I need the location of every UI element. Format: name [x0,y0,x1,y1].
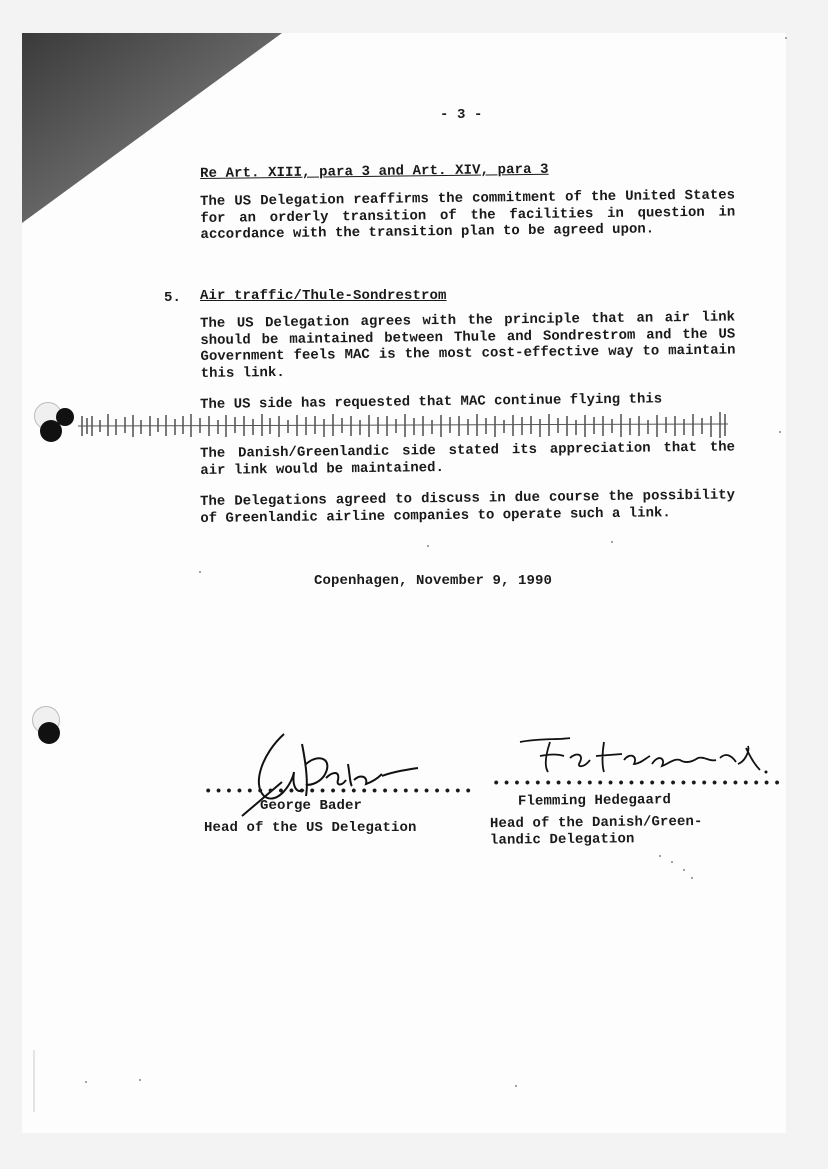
item-paragraph-2: The US side has requested that MAC continue flying this [200,391,663,413]
item-paragraph-4: The Delegations agreed to discuss in due course the possibility of Greenlandic airline companies to operate such a link. [200,487,736,527]
section-paragraph: The US Delegation reaffirms the commitment of the United States for an orderly transition of the facilities in question in accordance with the transition plan to be agreed upon. [200,187,736,243]
signature-line-left: •••••••••••••••••••••••••• [204,784,475,800]
item-number: 5. [164,290,182,306]
signature-line-right: •••••••••••••••••••••••••••• [492,776,784,792]
page-number: - 3 - [440,107,483,123]
section-heading: Re Art. XIII, para 3 and Art. XIV, para 3 [200,161,549,182]
item-heading: Air traffic/Thule-Sondrestrom [200,288,447,304]
signatory-right-title-line2: landic Delegation [489,831,635,849]
signatory-left-title: Head of the US Delegation [204,820,417,836]
item-paragraph-1: The US Delegation agrees with the principle that an air link should be maintained between Thule and Sondrestrom and the US Government feels MAC is the most cost-effective way to maintain this link. [200,309,736,382]
place-and-date: Copenhagen, November 9, 1990 [314,573,553,589]
signatory-right-name: Flemming Hedegaard [517,792,672,810]
item-paragraph-3: The Danish/Greenlandic side stated its appreciation that the air link would be maintained. [200,439,736,479]
signatory-left-name: George Bader [260,798,363,814]
signatory-right-title-line1: Head of the Danish/Green- [489,813,703,833]
